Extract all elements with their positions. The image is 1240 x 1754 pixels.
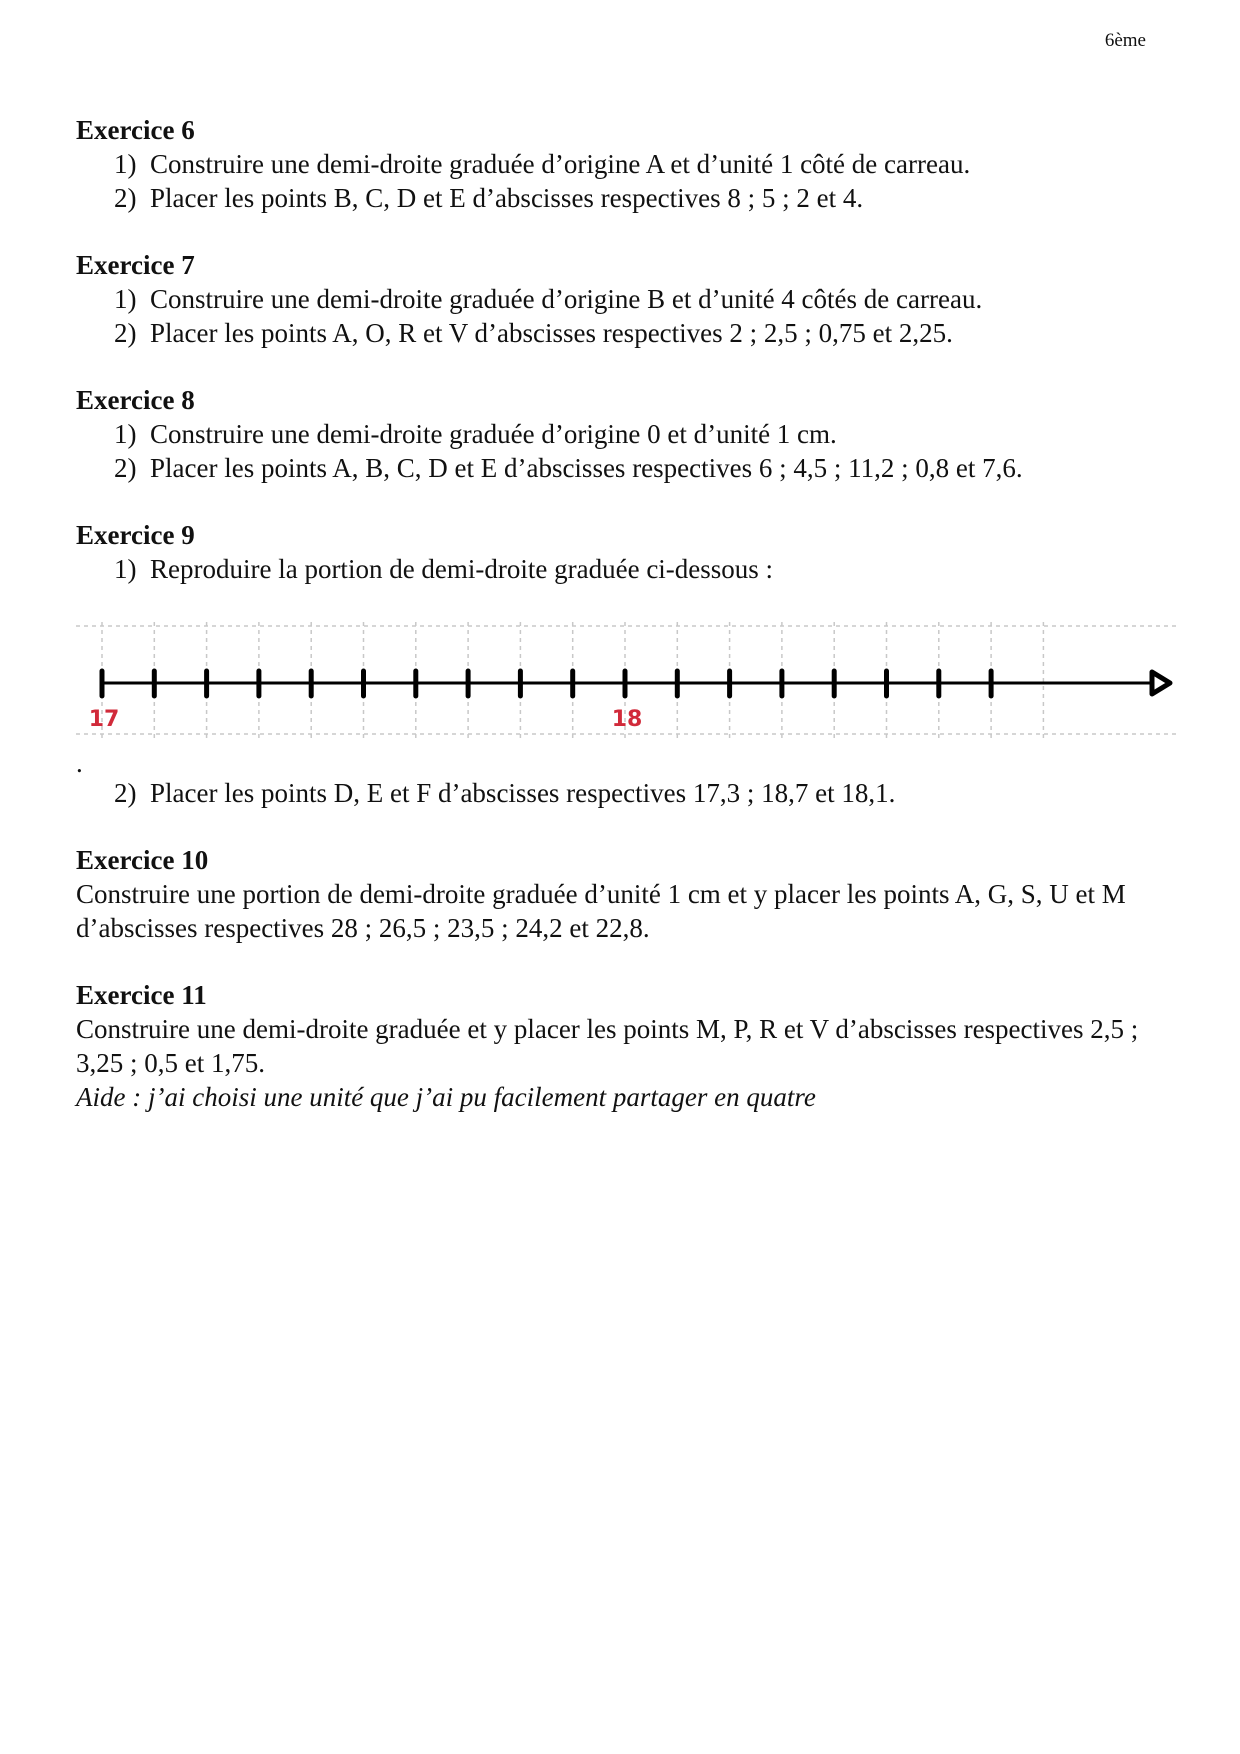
tick-labels xyxy=(89,707,643,732)
number-line-figure xyxy=(76,622,1176,746)
exercise-10 xyxy=(76,843,1176,945)
exercise-title: Exercice 6 xyxy=(76,115,195,145)
exercise-title: Exercice 8 xyxy=(76,385,195,415)
hint-text: Aide : j’ai choisi une unité que j’ai pu facilement partager en quatre xyxy=(76,1082,816,1112)
item-text: Construire une demi-droite graduée d’origine 0 et d’unité 1 cm. xyxy=(150,419,837,449)
list-item xyxy=(114,147,1176,181)
item-text: Construire une demi-droite graduée d’origine B et d’unité 4 côtés de carreau. xyxy=(150,284,983,314)
item-number: 1) xyxy=(114,149,137,179)
list-item xyxy=(114,552,1176,586)
item-number: 2) xyxy=(114,318,137,348)
arrow-head-icon xyxy=(1152,672,1170,694)
exercise-items xyxy=(76,147,1176,215)
exercise-title: Exercice 10 xyxy=(76,845,209,875)
item-number: 1) xyxy=(114,284,137,314)
exercise-text: Construire une demi-droite graduée et y placer les points M, P, R et V d’abscisses respectives 2,5 ; 3,25 ; 0,5 et 1,75. xyxy=(76,1014,1139,1078)
exercise-11 xyxy=(76,978,1176,1114)
tick-label: 18 xyxy=(611,707,643,732)
exercise-items xyxy=(76,417,1176,485)
exercise-items xyxy=(76,552,1176,586)
list-item xyxy=(114,316,1176,350)
worksheet xyxy=(76,113,1176,1147)
item-number: 1) xyxy=(114,554,137,584)
exercise-title: Exercice 7 xyxy=(76,250,195,280)
item-text: Construire une demi-droite graduée d’origine A et d’unité 1 côté de carreau. xyxy=(150,149,971,179)
number-line xyxy=(76,622,1176,746)
list-item xyxy=(114,181,1176,215)
list-item xyxy=(114,417,1176,451)
exercise-items xyxy=(76,282,1176,350)
item-text: Placer les points B, C, D et E d’abscisses respectives 8 ; 5 ; 2 et 4. xyxy=(150,183,864,213)
exercise-6 xyxy=(76,113,1176,215)
item-number: 2) xyxy=(114,183,137,213)
exercise-title: Exercice 11 xyxy=(76,980,207,1010)
exercise-items xyxy=(76,776,1176,810)
item-number: 2) xyxy=(114,453,137,483)
list-item xyxy=(114,451,1176,485)
list-item xyxy=(114,776,1176,810)
list-item xyxy=(114,282,1176,316)
dot-mark: . xyxy=(76,748,83,778)
exercise-8 xyxy=(76,383,1176,485)
item-number: 2) xyxy=(114,778,137,808)
item-number: 1) xyxy=(114,419,137,449)
item-text: Placer les points A, O, R et V d’abscisses respectives 2 ; 2,5 ; 0,75 et 2,25. xyxy=(150,318,953,348)
exercise-text: Construire une portion de demi-droite graduée d’unité 1 cm et y placer les points A, G, S, U et M d’abscisses respectives 28 ; 26,5 ; 23,5 ; 24,2 et 22,8. xyxy=(76,879,1126,943)
item-text: Placer les points A, B, C, D et E d’abscisses respectives 6 ; 4,5 ; 11,2 ; 0,8 et 7,6. xyxy=(150,453,1023,483)
tick-label: 17 xyxy=(88,707,120,732)
item-text: Reproduire la portion de demi-droite graduée ci-dessous : xyxy=(150,554,774,584)
exercise-9 xyxy=(76,518,1176,810)
item-text: Placer les points D, E et F d’abscisses respectives 17,3 ; 18,7 et 18,1. xyxy=(150,778,896,808)
exercise-7 xyxy=(76,248,1176,350)
exercise-title: Exercice 9 xyxy=(76,520,195,550)
page-level: 6ème xyxy=(1104,30,1146,51)
